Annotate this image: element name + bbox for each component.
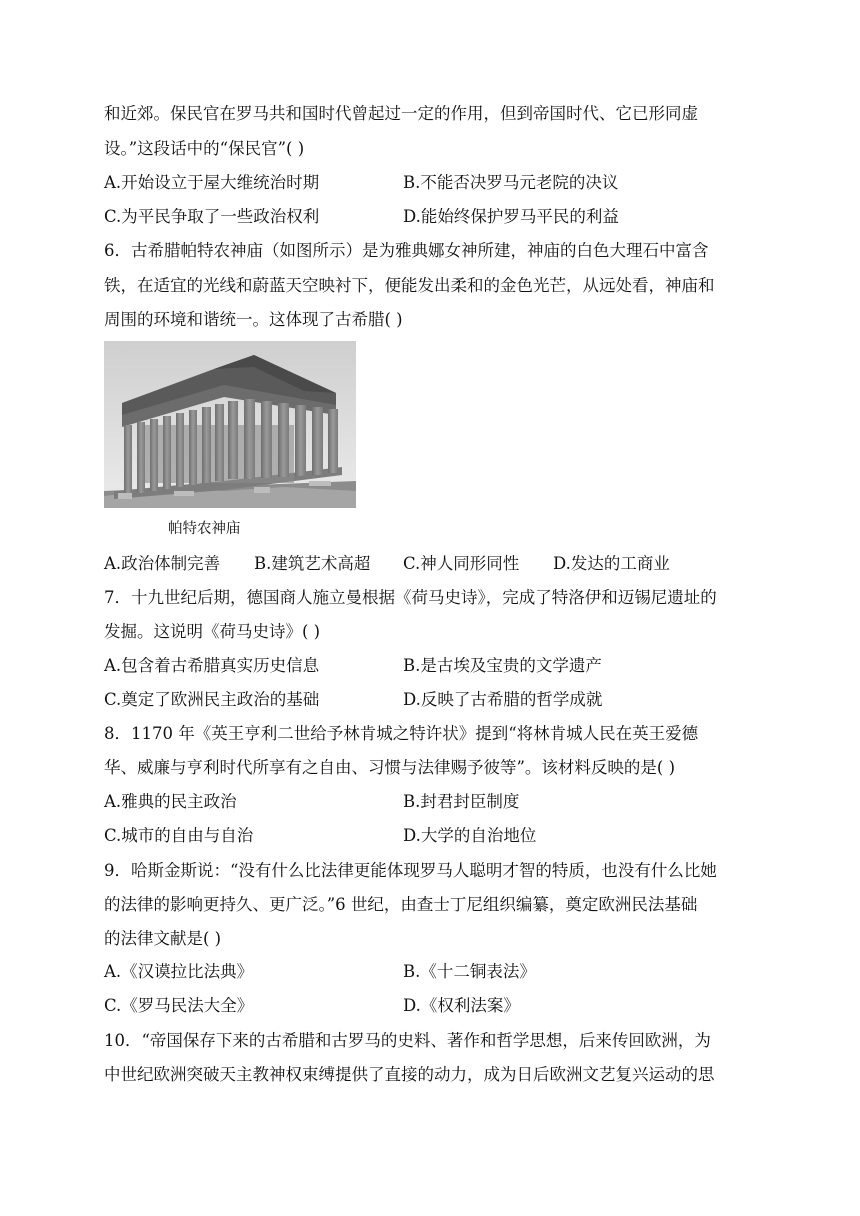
q9-stem-line-2: 的法律的影响更持久、更广泛。”6 世纪，由查士丁尼组织编纂，奠定欧洲民法基础: [104, 895, 698, 914]
photo-caption: 帕特农神庙: [168, 521, 241, 537]
q8-option-d: D.大学的自治地位: [403, 826, 537, 845]
q7-option-d: D.反映了古希腊的哲学成就: [403, 690, 603, 709]
q6-stem-line-1: 6．古希腊帕特农神庙（如图所示）是为雅典娜女神所建，神庙的白色大理石中富含: [104, 241, 709, 260]
q6-option-a: A.政治体制完善: [104, 554, 221, 573]
q10-stem-line-1: 10．“帝国保存下来的古希腊和古罗马的史料、著作和哲学思想，后来传回欧洲，为: [104, 1031, 711, 1050]
q7-option-b: B.是古埃及宝贵的文学遗产: [403, 656, 602, 675]
q6-stem-line-3: 周围的环境和谐统一。这体现了古希腊( ): [104, 310, 403, 329]
q7-stem-line-1: 7．十九世纪后期，德国商人施立曼根据《荷马史诗》，完成了特洛伊和迈锡尼遗址的: [104, 588, 717, 607]
q9-option-c: C.《罗马民法大全》: [104, 996, 254, 1015]
parthenon-photo: [104, 341, 356, 508]
q6-option-b: B.建筑艺术高超: [254, 554, 371, 573]
q8-stem-line-2: 华、威廉与亨利时代所享有之自由、习惯与法律赐予彼等”。该材料反映的是( ): [104, 758, 676, 777]
q9-option-b: B.《十二铜表法》: [403, 962, 536, 981]
q5-option-b: B.不能否决罗马元老院的决议: [403, 173, 619, 192]
q10-stem-line-2: 中世纪欧洲突破天主教神权束缚提供了直接的动力，成为日后欧洲文艺复兴运动的思: [104, 1065, 715, 1084]
q9-stem-line-1: 9．哈斯金斯说：“没有什么比法律更能体现罗马人聪明才智的特质，也没有什么比她: [104, 861, 717, 880]
q6-option-d: D.发达的工商业: [553, 554, 670, 573]
q9-option-a: A.《汉谟拉比法典》: [104, 962, 254, 981]
q9-option-d: D.《权利法案》: [403, 996, 520, 1015]
q6-option-c: C.神人同形同性: [403, 554, 520, 573]
q7-stem-line-2: 发掘。这说明《荷马史诗》( ): [104, 622, 321, 641]
q6-stem-line-2: 铁，在适宜的光线和蔚蓝天空映衬下，便能发出柔和的金色光芒，从远处看，神庙和: [104, 276, 715, 295]
q8-option-a: A.雅典的民主政治: [104, 792, 237, 811]
q8-option-c: C.城市的自由与自治: [104, 826, 254, 845]
q5-stem-line-2: 设。”这段话中的“保民官”( ): [104, 139, 305, 158]
q8-option-b: B.封君封臣制度: [403, 792, 520, 811]
q5-option-a: A.开始设立于屋大维统治时期: [104, 173, 320, 192]
q5-option-c: C.为平民争取了一些政治权利: [104, 207, 320, 226]
q8-stem-line-1: 8．1170 年《英王亨利二世给予林肯城之特许状》提到“将林肯城人民在英王爱德: [104, 724, 699, 743]
q7-option-c: C.奠定了欧洲民主政治的基础: [104, 690, 320, 709]
q5-stem-line-1: 和近郊。保民官在罗马共和国时代曾起过一定的作用，但到帝国时代、它已形同虚: [104, 104, 698, 123]
q5-option-d: D.能始终保护罗马平民的利益: [403, 207, 619, 226]
q9-stem-line-3: 的法律文献是( ): [104, 929, 222, 948]
q7-option-a: A.包含着古希腊真实历史信息: [104, 656, 320, 675]
